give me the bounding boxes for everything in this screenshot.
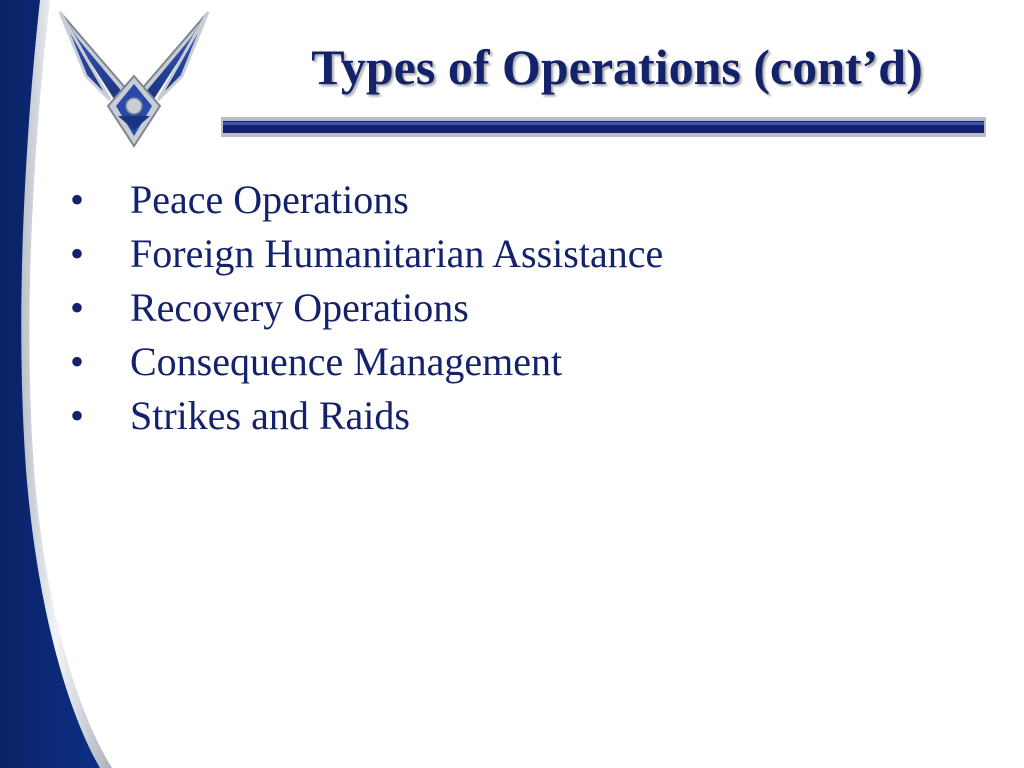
list-item [70,176,970,230]
bullet-text: Peace Operations [130,177,409,222]
air-force-wings-emblem-icon [52,6,216,152]
slide-title: Types of Operations (cont’d) [311,39,923,95]
bullet-marker: • [70,393,85,438]
list-item [70,392,970,446]
bullet-text: Strikes and Raids [130,393,410,438]
list-item [70,284,970,338]
bullet-marker: • [70,339,85,384]
list-item [70,230,970,284]
bullet-list [70,176,970,446]
bullet-text: Consequence Management [130,339,563,384]
list-item [70,338,970,392]
bullet-text: Foreign Humanitarian Assistance [130,231,664,276]
bullet-text: Recovery Operations [130,285,469,330]
bullet-marker: • [70,285,85,330]
title-underline [221,117,986,137]
bullet-marker: • [70,177,85,222]
bullet-marker: • [70,231,85,276]
